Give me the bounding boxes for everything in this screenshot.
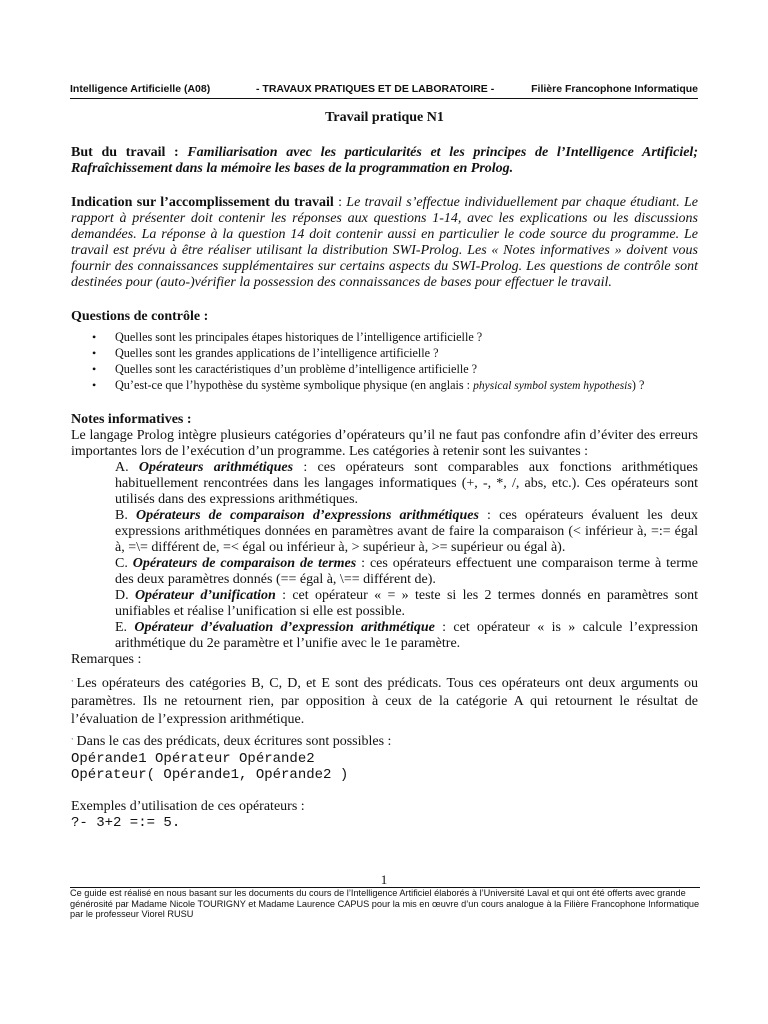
goal-label: But du travail : [71, 145, 179, 160]
header-program: Filière Francophone Informatique [531, 83, 698, 95]
indication-text: Le travail s’effectue individuellement par chaque étudiant. Le rapport à présenter doit contenir les réponses aux questions 1-14, avec les explications ou les discussions demandées. La réponse à la question 14 doit contenir aussi en particulier le code source du programme. Le travail est prévu à être réaliser utilisant la distribution SWI-Prolog. Les « Notes informatives » doivent vous fournir des connaissances supplémentaires sur certains aspects du SWI-Prolog. Les questions de contrôle sont destinées pour (auto-)vérifier la possession des connaissances de bases pour effectuer le travail. [71, 195, 699, 290]
questions-heading: Questions de contrôle : [71, 309, 209, 324]
operator-item-c: C. Opérateurs de comparaison de termes : ces opérateurs effectuent une comparaison terme à terme des deux paramètres donnés (== égal à, \== différent de). [115, 556, 698, 587]
code-syntax-prefix: Opérateur( Opérande1, Opérande2 ) [71, 767, 349, 783]
document-body [71, 110, 698, 831]
operator-categories [115, 460, 698, 652]
operator-item-e: E. Opérateur d’évaluation d’expression arithmétique : cet opérateur « is » calcule l’expression arithmétique du 2e paramètre et l’unifie avec le 1e paramètre. [115, 620, 698, 651]
list-item: • Quelles sont les principales étapes historiques de l’intelligence artificielle ? [71, 329, 698, 345]
indication-paragraph: Indication sur l’accomplissement du travail : Le travail s’effectue individuellement par chaque étudiant. Le rapport à présenter doit contenir les réponses aux questions 1-14, avec les explications ou les discussions demandées. La réponse à la question 14 doit contenir aussi en particulier le code source du programme. Le travail est prévu à être réaliser utilisant la distribution SWI-Prolog. Les « Notes informatives » doivent vous fournir des connaissances supplémentaires sur certains aspects du SWI-Prolog. Les questions de contrôle sont destinées pour (auto-)vérifier la possession des connaissances de bases pour effectuer le travail. [71, 195, 699, 290]
code-example: ?- 3+2 =:= 5. [71, 815, 181, 831]
list-item: • Quelles sont les grandes applications de l’intelligence artificielle ? [71, 345, 698, 361]
goal-text: Familiarisation avec les particularités et les principes de l’Intelligence Artificiel; Rafraîchissement dans la mémoire les bases de la programmation en Prolog. [71, 145, 698, 176]
remarks-heading: Remarques : [71, 652, 142, 667]
operator-item-b: B. Opérateurs de comparaison d’expressions arithmétiques : ces opérateurs évaluent les deux expressions arithmétiques données en paramètres avant de faire la comparaison (< inférieur à, =:= égal à, =\= différent de, =< égal ou inférieur à, > supérieur à, >= supérieur ou égal à). [115, 508, 698, 555]
header-course: Intelligence Artificielle (A08) [70, 83, 211, 95]
page-title: Travail pratique N1 [325, 110, 444, 125]
footer-note: Ce guide est réalisé en nous basant sur les documents du cours de l’Intelligence Artificiel élaborés à l’Université Laval et qui ont été offerts avec grande générosité par Madame Nicole TOURIGNY et Madame Laurence CAPUS pour la mis en œuvre d’un cours analogue à la Filière Francophone Informatique par le professeur Viorel RUSU [70, 888, 700, 920]
header-rule [70, 98, 698, 99]
examples-heading: Exemples d’utilisation de ces opérateurs : [71, 799, 305, 814]
notes-intro: Le langage Prolog intègre plusieurs catégories d’opérateurs qu’il ne faut pas confondre afin d’éviter des erreurs importantes lors de l’exécution d’un programme. Les catégories à retenir sont les suivantes : [71, 428, 698, 459]
operator-item-a: A. Opérateurs arithmétiques : ces opérateurs sont comparables aux fonctions arithmétiques habituellement rencontrées dans les langages informatiques (+, -, *, /, abs, etc.). Ces opérateurs sont utilisés dans des expressions arithmétiques. [115, 460, 698, 507]
questions-list [71, 329, 698, 394]
goal-paragraph [71, 145, 698, 177]
code-syntax-infix: Opérande1 Opérateur Opérande2 [71, 751, 315, 767]
header-section: - TRAVAUX PRATIQUES ET DE LABORATOIRE - [256, 83, 495, 95]
page-number: 1 [380, 872, 388, 887]
remark-1: ˑ Les opérateurs des catégories B, C, D, et E sont des prédicats. Tous ces opérateurs ont deux arguments ou paramètres. Ils ne retournent rien, par opposition à ceux de la catégorie A qui retournent le résultat de l’évaluation de l’expression arithmétique. [71, 676, 698, 727]
operator-item-d: D. Opérateur d’unification : cet opérateur « = » teste si les 2 termes donnés en paramètres sont unifiables et réalise l’unification si elle est possible. [115, 588, 698, 619]
notes-heading: Notes informatives : [71, 412, 192, 427]
remark-2: ˑ Dans le cas des prédicats, deux écritures sont possibles : [71, 734, 392, 749]
list-item: • Qu’est-ce que l’hypothèse du système symbolique physique (en anglais : physical symbol system hypothesis) ? [71, 377, 698, 394]
indication-label: Indication sur l’accomplissement du travail [71, 195, 334, 210]
list-item: • Quelles sont les caractéristiques d’un problème d’intelligence artificielle ? [71, 361, 698, 377]
